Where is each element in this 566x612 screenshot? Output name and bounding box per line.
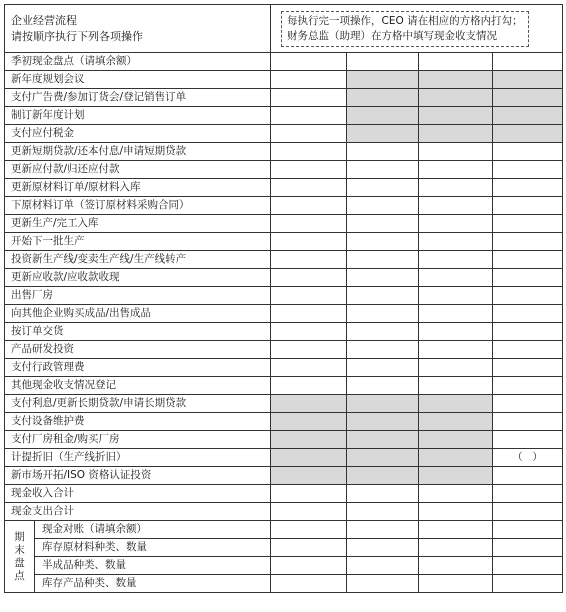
quarter-cell[interactable] bbox=[271, 485, 347, 503]
table-row bbox=[5, 179, 563, 197]
quarter-cell-disabled bbox=[493, 107, 563, 125]
quarter-cell-disabled bbox=[347, 125, 419, 143]
quarter-cell[interactable] bbox=[419, 53, 493, 71]
quarter-cell[interactable] bbox=[271, 557, 347, 575]
quarter-cell[interactable] bbox=[419, 251, 493, 269]
quarter-cell[interactable] bbox=[419, 143, 493, 161]
table-row bbox=[5, 71, 563, 89]
quarter-cell[interactable] bbox=[271, 53, 347, 71]
table-row bbox=[5, 89, 563, 107]
operation-label: 季初现金盘点（请填余额） bbox=[5, 53, 271, 71]
end-of-period-item: 半成品种类、数量 bbox=[35, 557, 271, 575]
quarter-cell[interactable] bbox=[271, 359, 347, 377]
depreciation-bracket: （ ） bbox=[512, 452, 543, 463]
quarter-cell[interactable] bbox=[493, 215, 563, 233]
operation-label: 新年度规划会议 bbox=[5, 71, 271, 89]
quarter-cell[interactable] bbox=[347, 53, 419, 71]
quarter-cell-disabled bbox=[419, 71, 493, 89]
table-row bbox=[5, 359, 563, 377]
quarter-cell[interactable] bbox=[271, 269, 347, 287]
quarter-cell[interactable] bbox=[271, 107, 347, 125]
quarter-cell[interactable] bbox=[419, 179, 493, 197]
quarter-cell[interactable] bbox=[419, 377, 493, 395]
quarter-cell-disabled bbox=[347, 89, 419, 107]
table-row bbox=[5, 233, 563, 251]
quarter-cell[interactable] bbox=[419, 269, 493, 287]
quarter-cell[interactable] bbox=[347, 539, 419, 557]
quarter-cell-disabled bbox=[271, 449, 347, 467]
table-row bbox=[5, 269, 563, 287]
end-of-period-char: 末 bbox=[14, 543, 25, 556]
end-of-period-item: 库存产品种类、数量 bbox=[35, 575, 271, 593]
operation-label: 下原材料订单（签订原材料采购合同） bbox=[5, 197, 271, 215]
table-row bbox=[5, 575, 563, 593]
quarter-cell[interactable] bbox=[271, 251, 347, 269]
quarter-cell-disabled bbox=[419, 467, 493, 485]
table-row bbox=[5, 215, 563, 233]
end-of-period-char: 点 bbox=[14, 569, 25, 582]
quarter-cell[interactable] bbox=[347, 233, 419, 251]
quarter-cell[interactable] bbox=[493, 305, 563, 323]
table-row bbox=[5, 323, 563, 341]
operations-table bbox=[4, 4, 563, 593]
cash-flow-worksheet bbox=[4, 4, 562, 608]
table-row bbox=[5, 557, 563, 575]
table-row bbox=[5, 197, 563, 215]
quarter-cell[interactable] bbox=[347, 323, 419, 341]
operation-label: 产品研发投资 bbox=[5, 341, 271, 359]
quarter-cell[interactable] bbox=[347, 269, 419, 287]
quarter-cell-disabled bbox=[347, 413, 419, 431]
quarter-cell-disabled bbox=[347, 431, 419, 449]
quarter-cell-disabled bbox=[271, 395, 347, 413]
quarter-cell[interactable] bbox=[419, 521, 493, 539]
quarter-cell[interactable] bbox=[347, 287, 419, 305]
quarter-cell-disabled bbox=[419, 89, 493, 107]
quarter-cell[interactable] bbox=[419, 539, 493, 557]
quarter-cell[interactable] bbox=[419, 575, 493, 593]
quarter-cell[interactable] bbox=[419, 287, 493, 305]
quarter-cell[interactable] bbox=[419, 215, 493, 233]
table-row bbox=[5, 485, 563, 503]
header-row bbox=[5, 5, 563, 53]
header-note-cell bbox=[271, 5, 563, 53]
quarter-cell[interactable] bbox=[271, 521, 347, 539]
table-row bbox=[5, 305, 563, 323]
quarter-cell[interactable] bbox=[347, 485, 419, 503]
operation-label: 向其他企业购买成品/出售成品 bbox=[5, 305, 271, 323]
operation-label: 新市场开拓/ISO 资格认证投资 bbox=[5, 467, 271, 485]
table-row bbox=[5, 503, 563, 521]
quarter-cell[interactable] bbox=[493, 413, 563, 431]
quarter-cell[interactable] bbox=[493, 449, 563, 467]
quarter-cell[interactable] bbox=[271, 215, 347, 233]
quarter-cell[interactable] bbox=[493, 161, 563, 179]
table-row bbox=[5, 431, 563, 449]
quarter-cell-disabled bbox=[493, 71, 563, 89]
quarter-cell[interactable] bbox=[347, 359, 419, 377]
quarter-cell-disabled bbox=[271, 413, 347, 431]
operation-label: 支付行政管理费 bbox=[5, 359, 271, 377]
quarter-cell[interactable] bbox=[493, 287, 563, 305]
quarter-cell[interactable] bbox=[419, 503, 493, 521]
quarter-cell[interactable] bbox=[493, 467, 563, 485]
operation-label: 支付利息/更新长期贷款/申请长期贷款 bbox=[5, 395, 271, 413]
quarter-cell[interactable] bbox=[271, 197, 347, 215]
quarter-cell[interactable] bbox=[493, 179, 563, 197]
quarter-cell[interactable] bbox=[271, 341, 347, 359]
quarter-cell[interactable] bbox=[347, 251, 419, 269]
quarter-cell-disabled bbox=[347, 71, 419, 89]
table-row bbox=[5, 539, 563, 557]
quarter-cell[interactable] bbox=[493, 359, 563, 377]
quarter-cell[interactable] bbox=[271, 575, 347, 593]
quarter-cell[interactable] bbox=[493, 233, 563, 251]
header-subtitle: 请按顺序执行下列各项操作 bbox=[11, 29, 143, 43]
quarter-cell[interactable] bbox=[271, 305, 347, 323]
table-row bbox=[5, 521, 563, 539]
quarter-cell[interactable] bbox=[347, 143, 419, 161]
table-row bbox=[5, 143, 563, 161]
quarter-cell[interactable] bbox=[493, 53, 563, 71]
quarter-cell-disabled bbox=[347, 107, 419, 125]
operation-label: 支付应付税金 bbox=[5, 125, 271, 143]
quarter-cell[interactable] bbox=[347, 557, 419, 575]
quarter-cell[interactable] bbox=[493, 575, 563, 593]
quarter-cell-disabled bbox=[419, 449, 493, 467]
quarter-cell[interactable] bbox=[271, 377, 347, 395]
quarter-cell-disabled bbox=[493, 125, 563, 143]
operation-label: 更新原材料订单/原材料入库 bbox=[5, 179, 271, 197]
table-row bbox=[5, 467, 563, 485]
quarter-cell[interactable] bbox=[271, 143, 347, 161]
quarter-cell[interactable] bbox=[493, 269, 563, 287]
quarter-cell[interactable] bbox=[347, 521, 419, 539]
quarter-cell[interactable] bbox=[493, 539, 563, 557]
quarter-cell-disabled bbox=[419, 413, 493, 431]
table-row bbox=[5, 125, 563, 143]
quarter-cell[interactable] bbox=[419, 359, 493, 377]
quarter-cell[interactable] bbox=[493, 521, 563, 539]
quarter-cell[interactable] bbox=[493, 143, 563, 161]
quarter-cell[interactable] bbox=[347, 377, 419, 395]
table-row bbox=[5, 395, 563, 413]
quarter-cell[interactable] bbox=[493, 485, 563, 503]
quarter-cell[interactable] bbox=[493, 395, 563, 413]
quarter-cell[interactable] bbox=[271, 323, 347, 341]
quarter-cell[interactable] bbox=[271, 233, 347, 251]
quarter-cell-disabled bbox=[347, 467, 419, 485]
operation-label: 更新应付款/归还应付款 bbox=[5, 161, 271, 179]
table-row bbox=[5, 341, 563, 359]
quarter-cell-disabled bbox=[271, 467, 347, 485]
quarter-cell[interactable] bbox=[271, 179, 347, 197]
quarter-cell[interactable] bbox=[493, 197, 563, 215]
quarter-cell[interactable] bbox=[347, 503, 419, 521]
operation-label: 更新应收款/应收款收现 bbox=[5, 269, 271, 287]
operation-label: 其他现金收支情况登记 bbox=[5, 377, 271, 395]
quarter-cell-disabled bbox=[271, 431, 347, 449]
header-title: 企业经营流程 bbox=[11, 13, 77, 27]
quarter-cell-disabled bbox=[419, 125, 493, 143]
quarter-cell[interactable] bbox=[347, 215, 419, 233]
quarter-cell[interactable] bbox=[419, 233, 493, 251]
end-of-period-label bbox=[5, 521, 35, 593]
quarter-cell[interactable] bbox=[419, 305, 493, 323]
quarter-cell[interactable] bbox=[271, 161, 347, 179]
operation-label: 更新生产/完工入库 bbox=[5, 215, 271, 233]
operation-label: 出售厂房 bbox=[5, 287, 271, 305]
quarter-cell[interactable] bbox=[271, 287, 347, 305]
quarter-cell-disabled bbox=[419, 107, 493, 125]
table-row bbox=[5, 107, 563, 125]
header-instructions bbox=[5, 5, 271, 53]
end-of-period-item: 库存原材料种类、数量 bbox=[35, 539, 271, 557]
quarter-cell[interactable] bbox=[493, 323, 563, 341]
quarter-cell-disabled bbox=[419, 395, 493, 413]
table-row bbox=[5, 449, 563, 467]
quarter-cell[interactable] bbox=[419, 161, 493, 179]
operation-label: 更新短期贷款/还本付息/申请短期贷款 bbox=[5, 143, 271, 161]
table-row bbox=[5, 377, 563, 395]
quarter-cell[interactable] bbox=[419, 341, 493, 359]
operation-label: 现金收入合计 bbox=[5, 485, 271, 503]
operation-label: 支付广告费/参加订货会/登记销售订单 bbox=[5, 89, 271, 107]
operation-label: 支付厂房租金/购买厂房 bbox=[5, 431, 271, 449]
table-row bbox=[5, 161, 563, 179]
operation-label: 按订单交货 bbox=[5, 323, 271, 341]
end-of-period-char: 期 bbox=[14, 530, 25, 543]
operation-label: 现金支出合计 bbox=[5, 503, 271, 521]
end-of-period-char: 盘 bbox=[14, 556, 25, 569]
quarter-cell[interactable] bbox=[347, 341, 419, 359]
quarter-cell-disabled bbox=[347, 395, 419, 413]
quarter-cell[interactable] bbox=[271, 503, 347, 521]
quarter-cell[interactable] bbox=[347, 575, 419, 593]
quarter-cell[interactable] bbox=[347, 197, 419, 215]
quarter-cell[interactable] bbox=[347, 179, 419, 197]
note-line-1: 每执行完一项操作，CEO 请在相应的方格内打勾； bbox=[287, 14, 523, 27]
quarter-cell[interactable] bbox=[419, 323, 493, 341]
quarter-cell[interactable] bbox=[493, 377, 563, 395]
quarter-cell[interactable] bbox=[493, 251, 563, 269]
header-note-box bbox=[281, 11, 529, 47]
table-row bbox=[5, 287, 563, 305]
operation-label: 计提折旧（生产线折旧） bbox=[5, 449, 271, 467]
end-of-period-item: 现金对账（请填余额） bbox=[35, 521, 271, 539]
quarter-cell[interactable] bbox=[493, 503, 563, 521]
operation-label: 支付设备维护费 bbox=[5, 413, 271, 431]
quarter-cell[interactable] bbox=[493, 431, 563, 449]
table-row bbox=[5, 413, 563, 431]
operation-label: 投资新生产线/变卖生产线/生产线转产 bbox=[5, 251, 271, 269]
quarter-cell[interactable] bbox=[271, 89, 347, 107]
quarter-cell[interactable] bbox=[493, 341, 563, 359]
operation-label: 开始下一批生产 bbox=[5, 233, 271, 251]
quarter-cell[interactable] bbox=[271, 71, 347, 89]
operation-label: 制订新年度计划 bbox=[5, 107, 271, 125]
quarter-cell[interactable] bbox=[271, 539, 347, 557]
quarter-cell-disabled bbox=[347, 449, 419, 467]
quarter-cell[interactable] bbox=[419, 557, 493, 575]
quarter-cell[interactable] bbox=[271, 125, 347, 143]
quarter-cell[interactable] bbox=[419, 197, 493, 215]
quarter-cell-disabled bbox=[419, 431, 493, 449]
quarter-cell[interactable] bbox=[419, 485, 493, 503]
quarter-cell-disabled bbox=[493, 89, 563, 107]
table-row bbox=[5, 53, 563, 71]
quarter-cell[interactable] bbox=[347, 305, 419, 323]
quarter-cell[interactable] bbox=[493, 557, 563, 575]
quarter-cell[interactable] bbox=[347, 161, 419, 179]
note-line-2: 财务总监（助理）在方格中填写现金收支情况 bbox=[287, 29, 497, 42]
table-row bbox=[5, 251, 563, 269]
